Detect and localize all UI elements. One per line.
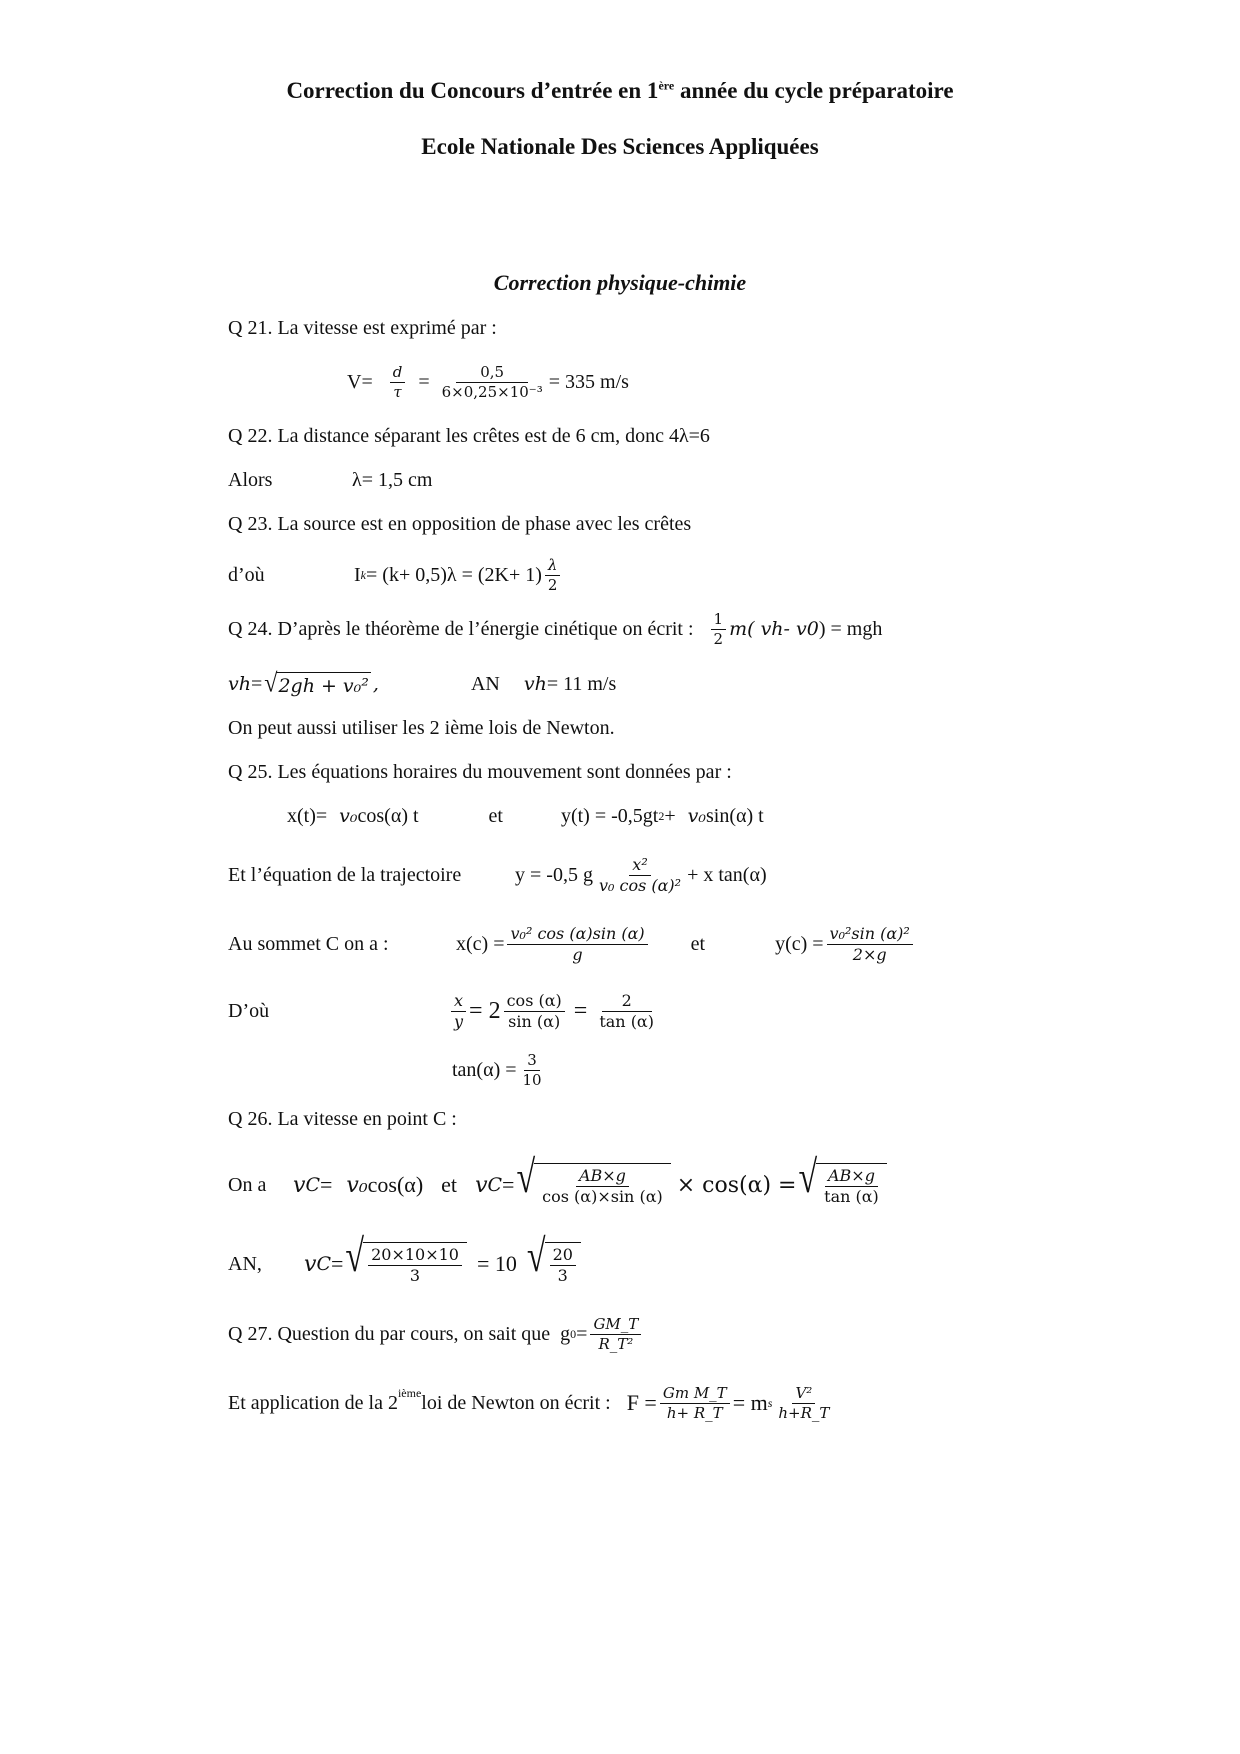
fraction [507, 924, 647, 965]
numerator: v₀² cos (α)sin (α) [507, 924, 647, 945]
eq-sub: C [305, 1174, 320, 1196]
eq-sub: C [487, 1174, 503, 1196]
eq-text: v₀ [346, 1172, 368, 1198]
eq-text: v [293, 1172, 306, 1198]
q25-rapport [228, 985, 660, 1037]
eq-text: v₀ [687, 805, 706, 827]
eq-text: v [304, 1251, 317, 1277]
eq-text: = [319, 1172, 333, 1197]
fraction [711, 610, 727, 649]
fraction [821, 1166, 882, 1207]
sqrt [345, 1231, 467, 1286]
eq-sub: s [767, 1395, 773, 1410]
q26-an [228, 1231, 583, 1294]
q21-heading: Q 21. La vitesse est exprimé par : [228, 316, 497, 339]
eq-text: v [228, 673, 239, 695]
sqrt [264, 669, 371, 698]
fraction [390, 363, 406, 402]
q24-note: On peut aussi utiliser les 2 ième lois de Newton. [228, 716, 615, 739]
eq-text: - v [783, 618, 807, 640]
numerator: cos (α) [504, 991, 565, 1012]
eq-text: × cos(α) = [676, 1172, 797, 1198]
denominator: g [572, 944, 583, 964]
eq-text: = [576, 1322, 588, 1345]
text: Q 24. D’après le théorème de l’énergie cinétique on écrit : [228, 617, 694, 640]
numerator: v₀²sin (α)² [827, 924, 913, 945]
fraction [545, 556, 561, 595]
eq-text: y = -0,5 g [515, 863, 593, 886]
denominator: y [454, 1011, 464, 1031]
eq-sub: 0 [570, 1326, 577, 1341]
eq-text: + [664, 804, 676, 827]
denominator: tan (α) [599, 1011, 654, 1031]
q24-vh-line [228, 664, 616, 704]
numerator: GM_T [590, 1315, 641, 1335]
numerator: AB×g [576, 1166, 629, 1187]
radicand: 2gh + v₀² [276, 672, 370, 697]
label: Alors [228, 468, 273, 491]
sqrt [798, 1152, 886, 1207]
result: = 335 m/s [548, 370, 629, 393]
denominator: 3 [409, 1266, 421, 1285]
eq-text: = [330, 1251, 344, 1276]
denominator: h+ R_T [666, 1403, 723, 1422]
denominator: 2 [547, 575, 558, 594]
numerator: 3 [524, 1051, 540, 1071]
fraction [368, 1245, 462, 1286]
numerator: x [451, 991, 466, 1012]
eq-text: x(t)= [287, 804, 328, 827]
label: d’où [228, 563, 265, 586]
q25-heading: Q 25. Les équations horaires du mouvement sont données par : [228, 760, 732, 783]
numerator: AB×g [825, 1166, 878, 1187]
sqrt-symbol-icon: √ [264, 669, 278, 698]
eq-text: et [441, 1172, 458, 1197]
result: λ= 1,5 cm [352, 468, 433, 491]
q21-equation [347, 358, 629, 406]
fraction [550, 1245, 576, 1286]
denominator: v₀ cos (α)² [598, 875, 682, 895]
q23-equation [228, 553, 563, 597]
fraction [451, 991, 466, 1032]
fraction [539, 1166, 666, 1207]
eq-sup: 2 [658, 808, 665, 823]
eq-text: v₀ [339, 805, 358, 827]
label: AN, [228, 1252, 262, 1275]
denominator: 2 [713, 629, 724, 648]
fraction [827, 924, 913, 965]
eq-text: V= [347, 370, 373, 393]
q25-tan [452, 1048, 548, 1092]
eq-sub: 0 [806, 618, 819, 640]
denominator: h+R_T [778, 1403, 830, 1422]
fraction [596, 855, 684, 896]
eq-text: x(c) = [456, 932, 505, 955]
q27-newton [228, 1378, 835, 1428]
eq-text: = [250, 672, 263, 695]
eq-sub: h [771, 618, 784, 640]
fraction [596, 991, 657, 1032]
q27-heading [228, 1310, 644, 1358]
fraction [439, 363, 546, 402]
eq-text: tan(α) = [452, 1058, 517, 1081]
title-sup: ère [658, 78, 675, 93]
eq-text: y(t) = -0,5gt [560, 804, 659, 827]
eq-text: I [354, 563, 361, 586]
sqrt [526, 1231, 581, 1286]
label: Au sommet C on a : [228, 932, 389, 955]
text-sup: ième [397, 1386, 422, 1400]
numerator: Gm M_T [660, 1384, 730, 1404]
q24-heading [228, 607, 882, 651]
eq-text: = [502, 1172, 515, 1197]
eq-text: + x tan(α) [687, 863, 767, 886]
sqrt-symbol-icon: √ [526, 1231, 546, 1282]
eq-text: = (k+ 0,5)λ = (2K+ 1) [366, 563, 542, 586]
denominator: R_T² [598, 1334, 634, 1353]
numerator: 20×10×10 [368, 1245, 462, 1266]
numerator: λ [545, 556, 561, 576]
fraction [590, 1315, 641, 1354]
eq-text: ) = mgh [818, 617, 883, 640]
eq-text: et [488, 804, 503, 827]
denominator: cos (α)×sin (α) [542, 1187, 663, 1206]
eq-text: v [523, 673, 535, 695]
eq-text: F = [626, 1390, 657, 1415]
label: On a [228, 1173, 267, 1196]
numerator: 0,5 [456, 363, 528, 383]
result: = 11 m/s [546, 672, 617, 695]
eq-text: = 10 [476, 1251, 517, 1276]
eq-text: cos(α) [367, 1172, 424, 1197]
eq-sub: h [534, 673, 547, 695]
denominator: sin (α) [508, 1011, 561, 1031]
school-name: Ecole Nationale Des Sciences Appliquées [421, 134, 819, 159]
sqrt-symbol-icon: √ [516, 1152, 536, 1203]
q25-sommet [228, 918, 916, 970]
label: D’où [228, 999, 270, 1022]
denominator: 2×g [852, 944, 887, 964]
numerator: 20 [550, 1245, 576, 1266]
eq-text: cos(α) t [357, 804, 419, 827]
numerator: x² [629, 855, 650, 876]
eq-text: = [573, 997, 588, 1024]
text: Et application de la 2 [228, 1391, 398, 1414]
fraction [775, 1384, 832, 1423]
eq-sub: C [316, 1253, 331, 1275]
q23-heading: Q 23. La source est en opposition de phase avec les crêtes [228, 512, 692, 535]
sqrt-symbol-icon: √ [345, 1231, 365, 1282]
denominator: 10 [522, 1070, 542, 1089]
numerator: 2 [602, 991, 652, 1012]
eq-text: = 2 [469, 997, 501, 1024]
text: Q 27. Question du par cours, on sait que [228, 1322, 551, 1345]
q26-heading: Q 26. La vitesse en point C : [228, 1107, 457, 1130]
q25-horaires [287, 799, 764, 833]
eq-text: v [475, 1172, 488, 1198]
text: loi de Newton on écrit : [421, 1391, 611, 1414]
q25-trajectoire [228, 850, 767, 900]
fraction [660, 1384, 730, 1423]
eq-text: sin(α) t [705, 804, 764, 827]
eq-sub: h [238, 673, 251, 695]
title-text: Correction du Concours d’entrée en 1 [286, 78, 659, 103]
numerator: V² [792, 1384, 815, 1404]
fraction [520, 1051, 545, 1090]
eq-text: = m [732, 1390, 768, 1415]
label: Et l’équation de la trajectoire [228, 863, 462, 886]
denominator: 3 [557, 1266, 568, 1285]
sqrt [516, 1152, 670, 1207]
q22-result-line [228, 463, 432, 497]
numerator: d [390, 363, 406, 383]
denominator: τ [393, 382, 402, 401]
fraction [504, 991, 565, 1032]
eq-text: , [372, 673, 379, 695]
eq-text: m( v [729, 618, 772, 640]
eq-text: g [560, 1322, 571, 1345]
q22-heading: Q 22. La distance séparant les crêtes est de 6 cm, donc 4λ=6 [228, 424, 710, 447]
eq-text: et [690, 932, 706, 955]
label: AN [470, 672, 500, 695]
denominator: 6×0,25×10⁻³ [441, 382, 543, 401]
section-title: Correction physique-chimie [493, 270, 747, 295]
eq-text: = [418, 370, 430, 393]
document-title [0, 78, 1240, 104]
eq-text: y(c) = [775, 932, 824, 955]
title-text-end: année du cycle préparatoire [674, 78, 954, 103]
sqrt-symbol-icon: √ [798, 1152, 818, 1203]
eq-sub: k [360, 567, 366, 582]
q26-equation [228, 1152, 889, 1215]
denominator: tan (α) [824, 1187, 879, 1206]
numerator: 1 [711, 610, 727, 630]
